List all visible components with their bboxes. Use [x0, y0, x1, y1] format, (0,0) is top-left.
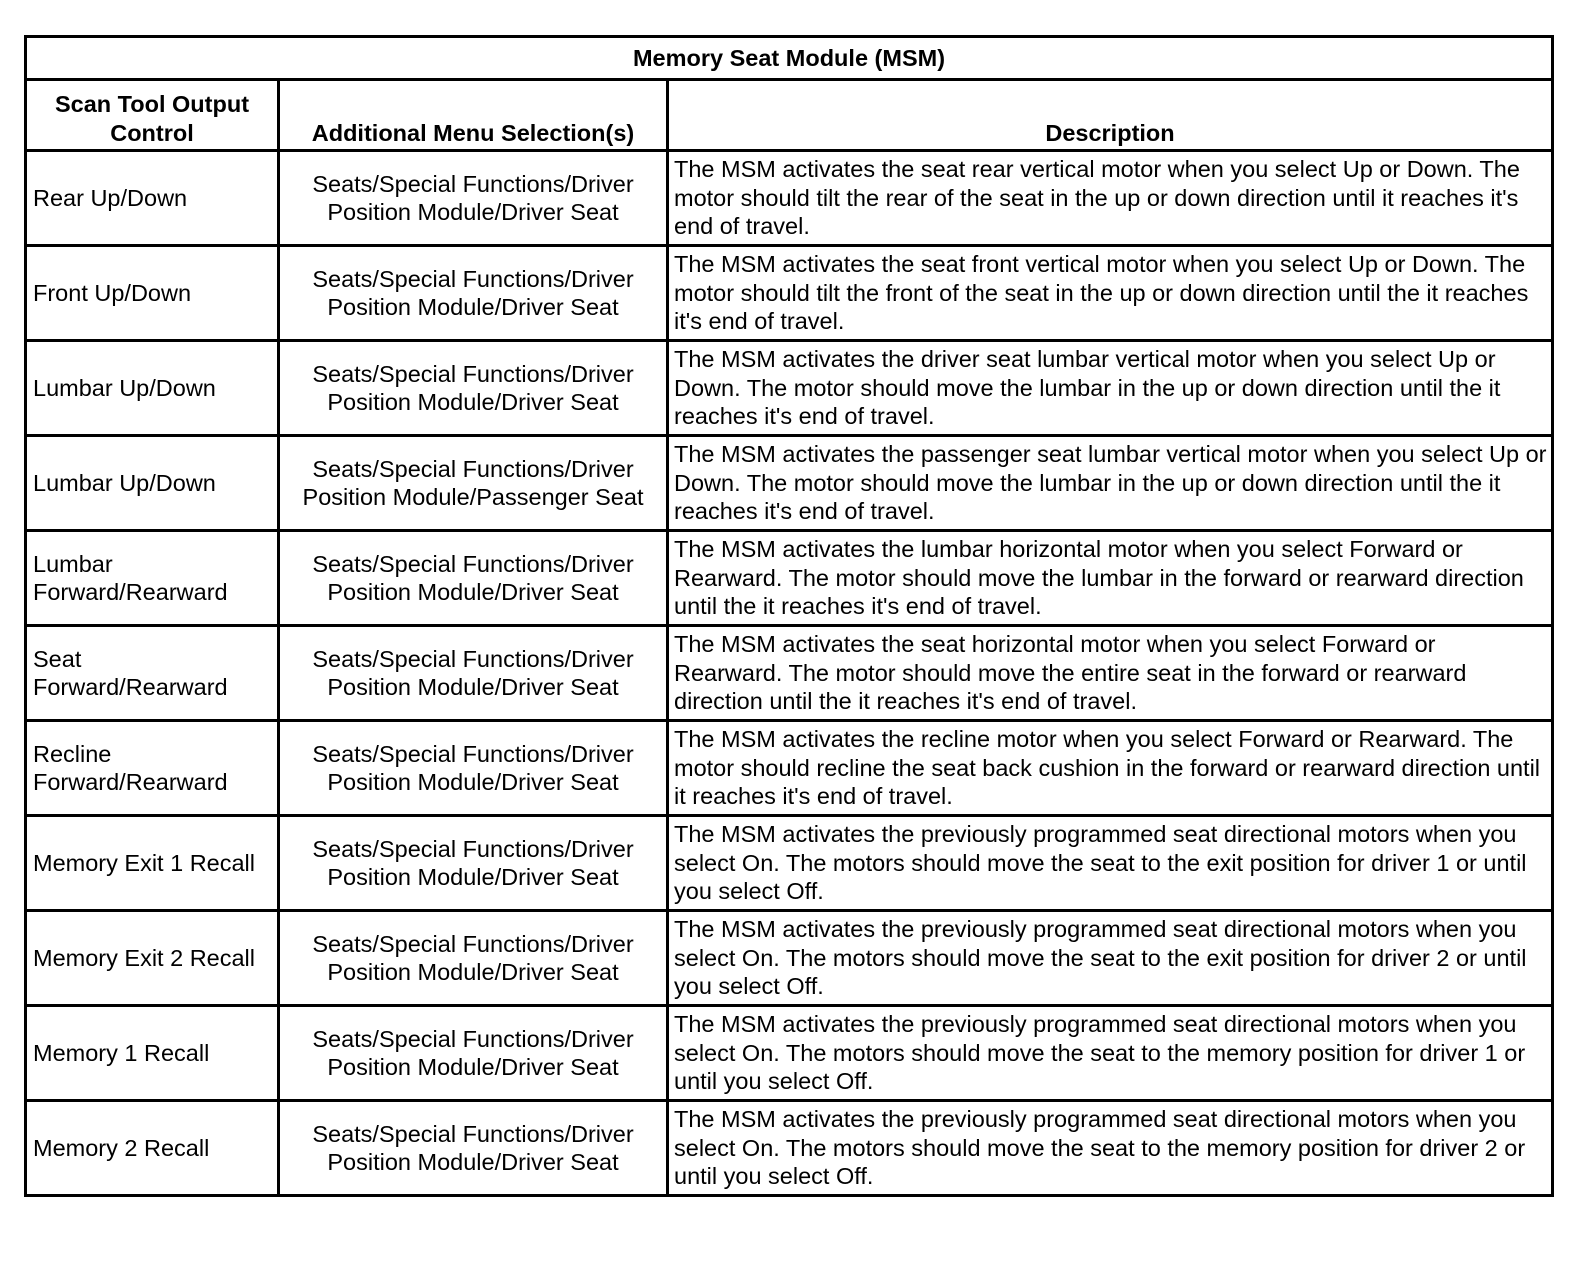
cell-output-control: Lumbar Up/Down [26, 436, 279, 531]
cell-menu-selection: Seats/Special Functions/Driver Position Module/Driver Seat [279, 911, 668, 1006]
cell-description: The MSM activates the previously programmed seat directional motors when you select On. The motors should move the seat to the memory position for driver 1 or until you select Off. [668, 1006, 1553, 1101]
cell-output-control: Memory 1 Recall [26, 1006, 279, 1101]
msm-output-control-table [24, 35, 1554, 1197]
cell-menu-selection: Seats/Special Functions/Driver Position Module/Driver Seat [279, 531, 668, 626]
table-title: Memory Seat Module (MSM) [26, 37, 1553, 80]
cell-description: The MSM activates the seat front vertical motor when you select Up or Down. The motor should tilt the front of the seat in the up or down direction until the it reaches it's end of travel. [668, 246, 1553, 341]
cell-output-control: Recline Forward/Rearward [26, 721, 279, 816]
cell-description: The MSM activates the seat rear vertical motor when you select Up or Down. The motor should tilt the rear of the seat in the up or down direction until it reaches it's end of travel. [668, 151, 1553, 246]
table-title-row [26, 37, 1553, 80]
table-row [26, 911, 1553, 1006]
table-row [26, 341, 1553, 436]
cell-menu-selection: Seats/Special Functions/Driver Position Module/Passenger Seat [279, 436, 668, 531]
cell-output-control: Memory Exit 1 Recall [26, 816, 279, 911]
cell-description: The MSM activates the lumbar horizontal motor when you select Forward or Rearward. The motor should move the lumbar in the forward or rearward direction until the it reaches it's end of travel. [668, 531, 1553, 626]
header-description: Description [668, 80, 1553, 151]
cell-description: The MSM activates the driver seat lumbar vertical motor when you select Up or Down. The motor should move the lumbar in the up or down direction until the it reaches it's end of travel. [668, 341, 1553, 436]
cell-description: The MSM activates the previously programmed seat directional motors when you select On. The motors should move the seat to the memory position for driver 2 or until you select Off. [668, 1101, 1553, 1196]
table-row [26, 626, 1553, 721]
table-row [26, 436, 1553, 531]
header-additional-menu-selections: Additional Menu Selection(s) [279, 80, 668, 151]
cell-menu-selection: Seats/Special Functions/Driver Position Module/Driver Seat [279, 626, 668, 721]
cell-menu-selection: Seats/Special Functions/Driver Position Module/Driver Seat [279, 246, 668, 341]
table-row [26, 246, 1553, 341]
cell-description: The MSM activates the recline motor when you select Forward or Rearward. The motor should recline the seat back cushion in the forward or rearward direction until it reaches it's end of travel. [668, 721, 1553, 816]
cell-output-control: Lumbar Up/Down [26, 341, 279, 436]
cell-description: The MSM activates the previously programmed seat directional motors when you select On. The motors should move the seat to the exit position for driver 1 or until you select Off. [668, 816, 1553, 911]
cell-output-control: Seat Forward/Rearward [26, 626, 279, 721]
table-row [26, 816, 1553, 911]
column-header-row [26, 80, 1553, 151]
cell-output-control: Memory Exit 2 Recall [26, 911, 279, 1006]
cell-description: The MSM activates the seat horizontal motor when you select Forward or Rearward. The motor should move the entire seat in the forward or rearward direction until the it reaches it's end of travel. [668, 626, 1553, 721]
cell-output-control: Front Up/Down [26, 246, 279, 341]
cell-menu-selection: Seats/Special Functions/Driver Position Module/Driver Seat [279, 816, 668, 911]
cell-menu-selection: Seats/Special Functions/Driver Position Module/Driver Seat [279, 721, 668, 816]
cell-menu-selection: Seats/Special Functions/Driver Position Module/Driver Seat [279, 151, 668, 246]
cell-description: The MSM activates the previously programmed seat directional motors when you select On. The motors should move the seat to the exit position for driver 2 or until you select Off. [668, 911, 1553, 1006]
table-row [26, 151, 1553, 246]
cell-output-control: Rear Up/Down [26, 151, 279, 246]
cell-output-control: Memory 2 Recall [26, 1101, 279, 1196]
cell-description: The MSM activates the passenger seat lumbar vertical motor when you select Up or Down. The motor should move the lumbar in the up or down direction until the it reaches it's end of travel. [668, 436, 1553, 531]
cell-menu-selection: Seats/Special Functions/Driver Position Module/Driver Seat [279, 1006, 668, 1101]
cell-menu-selection: Seats/Special Functions/Driver Position Module/Driver Seat [279, 341, 668, 436]
cell-output-control: Lumbar Forward/Rearward [26, 531, 279, 626]
table-row [26, 1006, 1553, 1101]
table-row [26, 1101, 1553, 1196]
table-row [26, 531, 1553, 626]
cell-menu-selection: Seats/Special Functions/Driver Position Module/Driver Seat [279, 1101, 668, 1196]
header-scan-tool-output-control: Scan Tool Output Control [26, 80, 279, 151]
table-row [26, 721, 1553, 816]
